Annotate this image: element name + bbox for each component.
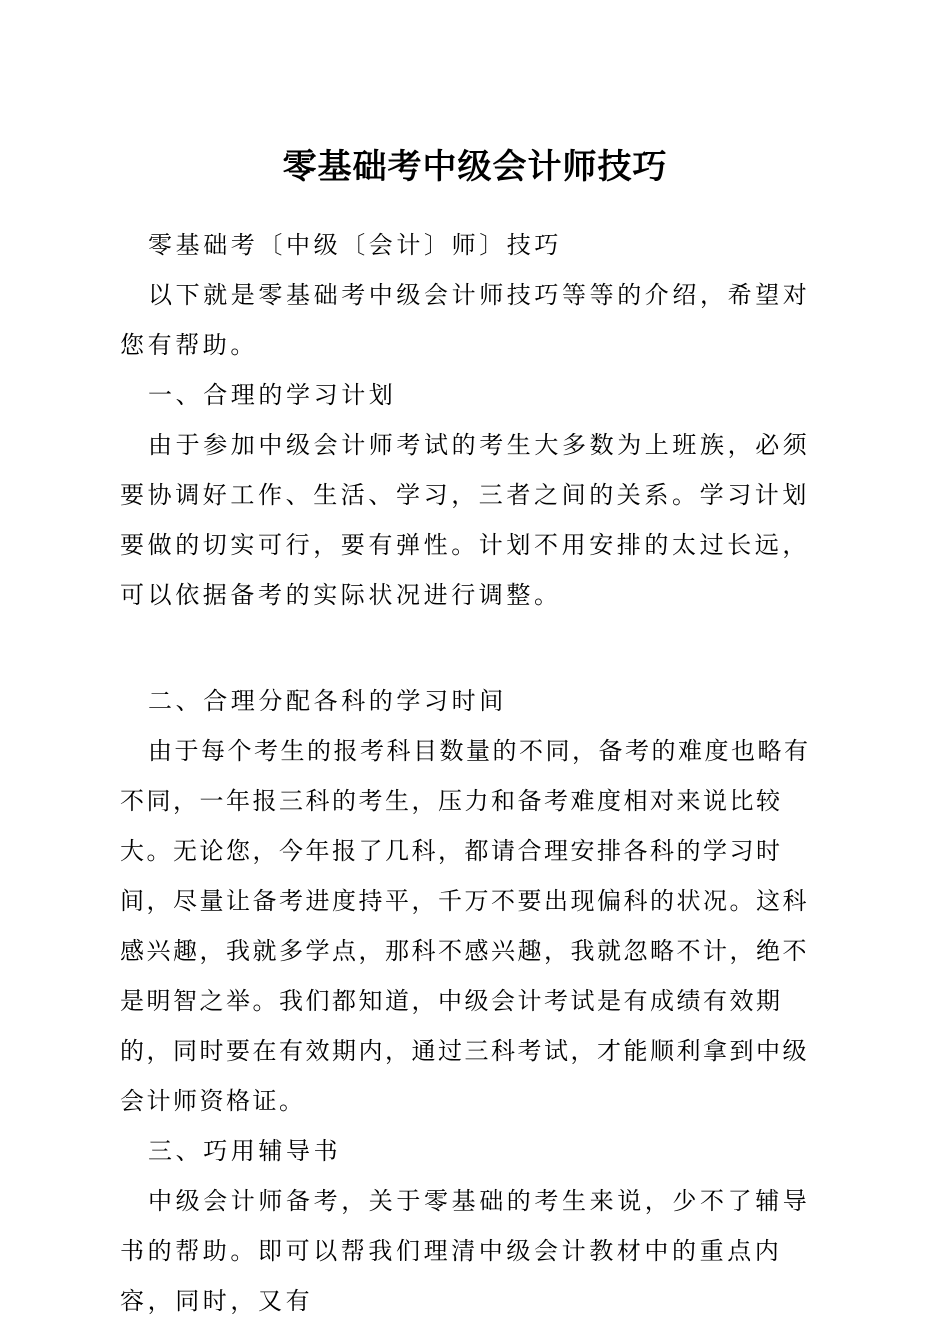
section-2-paragraph: 由于每个考生的报考科目数量的不同，备考的难度也略有不同，一年报三科的考生，压力和备考难度相对来说比较大。无论您，今年报了几科，都请合理安排各科的学习时间，尽量让备考进度持平，千万不要出现偏科的状况。这科感兴趣，我就多学点，那科不感兴趣，我就忽略不计，绝不是明智之举。我们都知道，中级会计考试是有成绩有效期的，同时要在有效期内，通过三科考试，才能顺利拿到中级会计师资格证。 bbox=[120, 737, 811, 1115]
section-3-paragraph: 中级会计师备考，关于零基础的考生来说，少不了辅导书的帮助。即可以帮我们理清中级会计教材中的重点内容，同时，又有 bbox=[120, 1187, 811, 1315]
paragraph-gap bbox=[120, 620, 832, 676]
document-body bbox=[120, 220, 832, 1326]
section-1-paragraph: 由于参加中级会计师考试的考生大多数为上班族，必须要协调好工作、生活、学习，三者之间的关系。学习计划要做的切实可行，要有弹性。计划不用安排的太过长远，可以依据备考的实际状况进行调整。 bbox=[120, 431, 811, 609]
section-heading-2: 二、合理分配各科的学习时间 bbox=[148, 687, 507, 715]
intro-paragraph: 以下就是零基础考中级会计师技巧等等的介绍，希望对您有帮助。 bbox=[120, 281, 811, 359]
document-title: 零基础考中级会计师技巧 bbox=[282, 147, 668, 187]
subtitle-paragraph: 零基础考〔中级〔会计〕师〕技巧 bbox=[148, 231, 562, 259]
section-heading-3: 三、巧用辅导书 bbox=[148, 1137, 342, 1165]
section-heading-1: 一、合理的学习计划 bbox=[148, 381, 397, 409]
